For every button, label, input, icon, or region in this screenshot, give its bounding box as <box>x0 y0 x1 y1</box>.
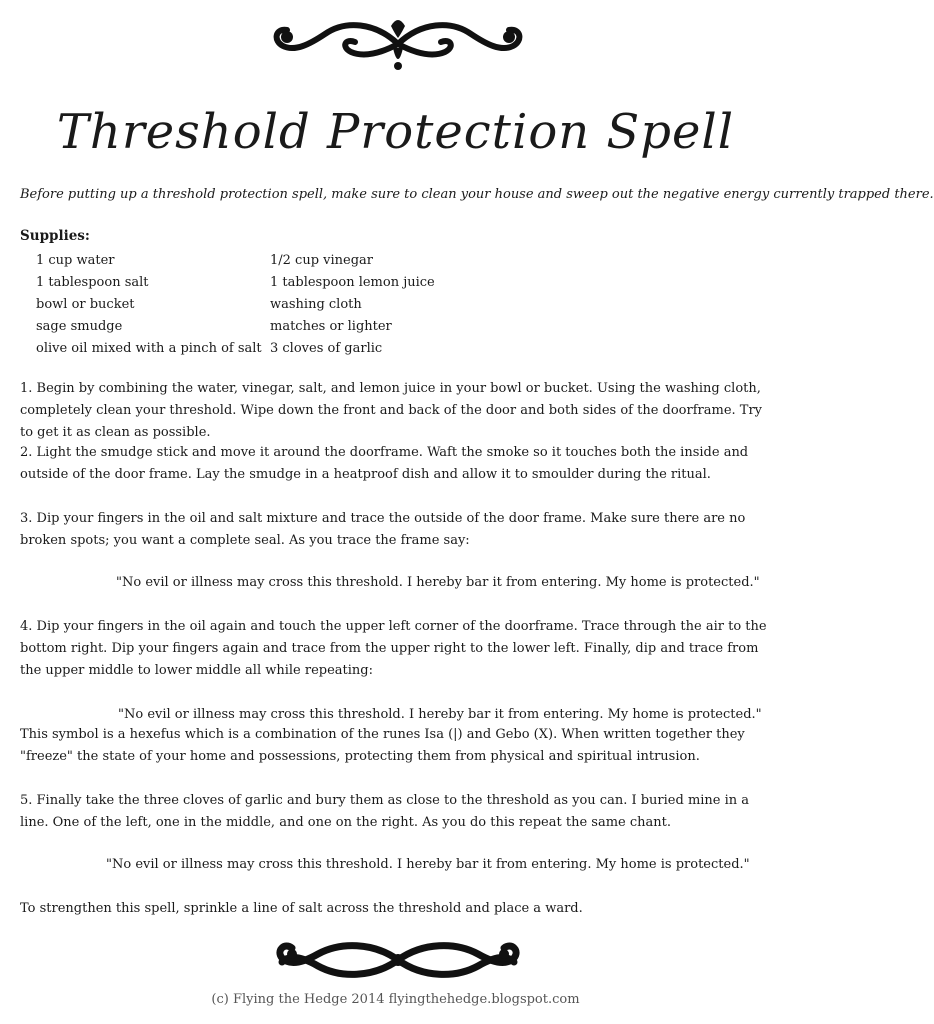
supply-item: matches or lighter <box>270 319 392 334</box>
supply-item: bowl or bucket <box>36 297 135 312</box>
supply-item: olive oil mixed with a pinch of salt <box>36 341 262 356</box>
intro-text: Before putting up a threshold protection spell, make sure to clean your house and sweep out the negative energy currently trapped there. <box>20 187 934 202</box>
supply-item: sage smudge <box>36 319 123 334</box>
step-3: 3. Dip your fingers in the oil and salt mixture and trace the outside of the door frame. Make sure there are no broken spots; you want a complete seal. As you trace the frame say: <box>20 511 746 548</box>
step-5: 5. Finally take the three cloves of garlic and bury them as close to the threshold as you can. I buried mine in a line. One of the left, one in the middle, and one on the right. As you do this repeat the same chant. <box>20 793 750 830</box>
supplies-right-column <box>270 250 435 360</box>
step-1: 1. Begin by combining the water, vinegar, salt, and lemon juice in your bowl or bucket. Using the washing cloth, completely clean your threshold. Wipe down the front and back of the door and both sides of the doorframe. Try to get it as clean as possible. <box>20 381 763 440</box>
supply-item: 3 cloves of garlic <box>270 341 383 356</box>
page-title: Threshold Protection Spell <box>56 104 735 160</box>
chant-1: "No evil or illness may cross this threshold. I hereby bar it from entering. My home is protected." <box>116 575 760 590</box>
chant-2: "No evil or illness may cross this threshold. I hereby bar it from entering. My home is protected." <box>118 707 762 722</box>
step-2: 2. Light the smudge stick and move it around the doorframe. Waft the smoke so it touches both the inside and outside of the door frame. Lay the smudge in a heatproof dish and allow it to smoulder during the ritual. <box>20 445 749 482</box>
step-4: 4. Dip your fingers in the oil again and touch the upper left corner of the doorframe. Trace through the air to the bottom right. Dip your fingers again and trace from the upper right to the lower left. Finally, dip and trace from the upper middle to lower middle all while repeating: <box>20 619 767 678</box>
closing-text: To strengthen this spell, sprinkle a line of salt across the threshold and place a ward. <box>20 901 583 916</box>
supply-item: 1 cup water <box>36 253 115 268</box>
supply-item: 1 tablespoon lemon juice <box>270 275 435 290</box>
chant-3: "No evil or illness may cross this threshold. I hereby bar it from entering. My home is protected." <box>106 857 750 872</box>
supply-item: 1 tablespoon salt <box>36 275 149 290</box>
bottom-flourish-ornament <box>268 932 528 988</box>
copyright-footer: (c) Flying the Hedge 2014 flyingthehedge.blogspot.com <box>211 992 580 1007</box>
supplies-heading: Supplies: <box>20 228 90 244</box>
supply-item: washing cloth <box>270 297 362 312</box>
supplies-left-column <box>36 250 262 360</box>
supply-item: 1/2 cup vinegar <box>270 253 374 268</box>
hexefus-note: This symbol is a hexefus which is a combination of the runes Isa (|) and Gebo (X). When written together they "freeze" the state of your home and possessions, protecting them from physical and spiritual intrusion. <box>20 727 745 764</box>
top-flourish-ornament <box>265 12 531 72</box>
